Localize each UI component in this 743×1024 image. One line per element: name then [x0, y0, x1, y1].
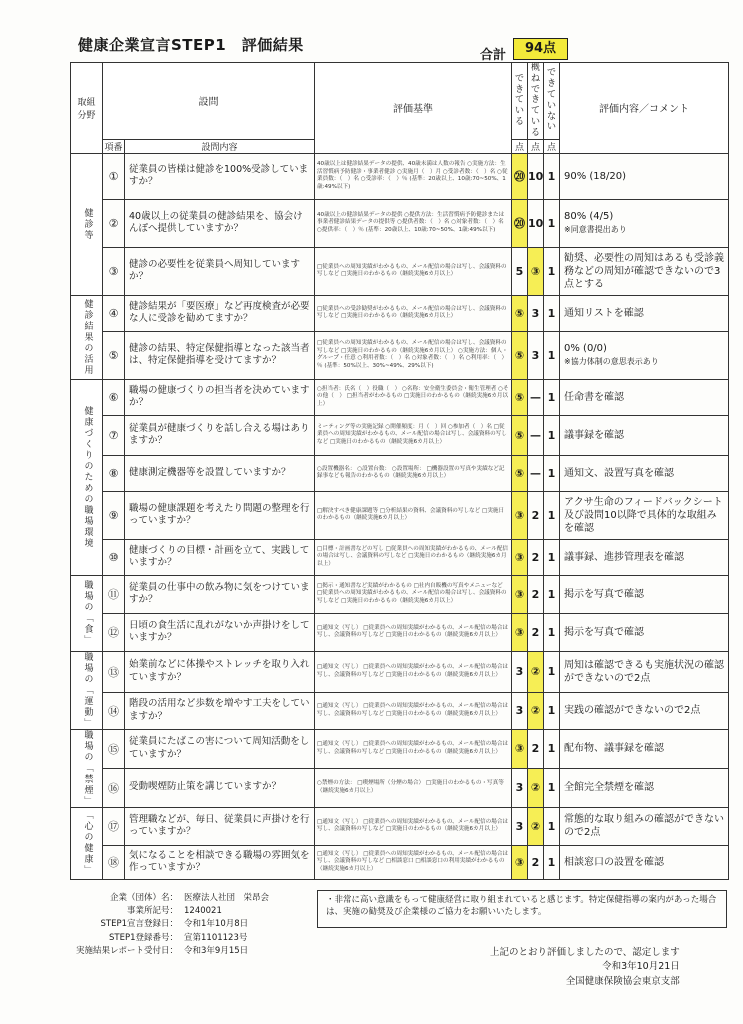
criteria-text: □解決すべき健康課題等 □分析結果の資料、会議資料の写しなど □実施日のわかるもの（継続実施6カ月以上） [315, 491, 512, 539]
table-row [71, 199, 729, 247]
header-pt: 点 [544, 139, 560, 153]
comment-text: 90% (18/20) [564, 170, 627, 182]
question-text: 従業員の仕事中の飲み物に気をつけていますか？ [125, 575, 315, 613]
table-row [71, 807, 729, 845]
score-s5: ③ [512, 613, 528, 651]
table-row [71, 379, 729, 415]
criteria-text: □通知文（写し） □従業員への周知実績がわかるもの、メール配信の場合は写し、会議資料の写しなど □実施日のわかるもの（継続実施6カ月以上） [315, 807, 512, 845]
score-s3: ② [528, 807, 544, 845]
score-s1: 1 [544, 295, 560, 331]
criteria-text: □通知文（写し） □従業員への周知実績がわかるもの、メール配信の場合は写し、会議資料の写しなど □相談窓口 □相談窓口の利用実績がわかるもの（継続実施6カ月以上） [315, 845, 512, 879]
score-s3: — [528, 379, 544, 415]
comment-text: 全館完全禁煙を確認 [564, 782, 654, 794]
comment-text: 周知は確認できるも実施状況の確認ができないので2点 [564, 659, 724, 684]
item-number: ⑯ [103, 768, 125, 807]
item-number: ⑬ [103, 651, 125, 692]
score-s3: 10 [528, 153, 544, 199]
score-s5: ⑤ [512, 331, 528, 379]
score-s1: 1 [544, 575, 560, 613]
company-info-value: 令和1年10月8日 [184, 919, 249, 930]
company-info-label: 企業（団体）名： [109, 893, 178, 903]
question-text: 40歳以上の従業員の健診結果を、協会けんぽへ提供していますか？ [125, 199, 315, 247]
score-s1: 1 [544, 768, 560, 807]
score-s5: ⑤ [512, 379, 528, 415]
table-row [71, 295, 729, 331]
page-title: 健康企業宣言STEP1 評価結果 [78, 36, 304, 54]
header-s1: できて いない [544, 63, 560, 140]
header-item-no: 項番 [103, 139, 125, 153]
company-info-row [70, 918, 269, 931]
score-s5: ③ [512, 845, 528, 879]
comment-text: 勧奨、必要性の周知はあるも受診義務などの周知が確認できないので3点とする [564, 252, 724, 290]
header-comment: 評価内容／コメント [560, 63, 729, 154]
category-cell: 職場の「運動」 [71, 651, 103, 729]
score-s3: ② [528, 651, 544, 692]
item-number: ⑨ [103, 491, 125, 539]
item-number: ⑰ [103, 807, 125, 845]
company-info-value: 1240021 [184, 906, 222, 917]
comment-text: 議事録を確認 [564, 429, 624, 441]
question-text: 始業前などに体操やストレッチを取り入れていますか？ [125, 651, 315, 692]
item-number: ⑧ [103, 455, 125, 491]
score-s1: 1 [544, 491, 560, 539]
item-number: ③ [103, 247, 125, 295]
table-row [71, 491, 729, 539]
total-label: 合計 [480, 48, 507, 63]
score-s5: ③ [512, 539, 528, 575]
closing-block [490, 946, 680, 989]
comment-cell [560, 295, 729, 331]
comment-text: アクサ生命のフィードバックシート及び設問10以降で具体的な取組みを確認 [564, 496, 723, 534]
notice-box: ・非常に高い意識をもって健康経営に取り組まれていると感じます。特定保健指導の案内があった場合は、実施の勧奨及び企業様のご協力をお願いいたします。 [317, 890, 727, 928]
category-cell: 職場の「食」 [71, 575, 103, 651]
score-s3: 2 [528, 575, 544, 613]
score-s5: ⑤ [512, 415, 528, 455]
comment-cell [560, 807, 729, 845]
criteria-text: □従業員への受診勧奨がわかるもの、メール配信の場合は写し、会議資料の写しなど □実施日のわかるもの（継続実施6カ月以上） [315, 295, 512, 331]
comment-cell [560, 539, 729, 575]
category-cell: 職場の「禁煙」 [71, 729, 103, 807]
score-s5: 3 [512, 651, 528, 692]
item-number: ⑮ [103, 729, 125, 768]
score-s1: 1 [544, 379, 560, 415]
company-info-value: 令和3年9月15日 [184, 945, 249, 956]
table-row [71, 575, 729, 613]
comment-text: 掲示を写真で確認 [564, 626, 644, 638]
question-text: 受動喫煙防止策を講じていますか？ [125, 768, 315, 807]
question-text: 健康測定機器等を設置していますか？ [125, 455, 315, 491]
score-s5: ⑳ [512, 153, 528, 199]
item-number: ⑭ [103, 692, 125, 729]
company-info-label: 事業所記号： [126, 906, 178, 917]
question-text: 従業員が健康づくりを話し合える場はありますか？ [125, 415, 315, 455]
comment-text: 通知文、設置写真を確認 [564, 467, 674, 479]
comment-text: 任命書を確認 [564, 391, 624, 403]
header-question-content: 設問内容 [125, 139, 315, 153]
header-category: 取組 分野 [71, 63, 103, 154]
table-row [71, 845, 729, 879]
score-s5: ⑤ [512, 455, 528, 491]
table-row [71, 729, 729, 768]
closing-statement: 上記のとおり評価しましたので、認定します [490, 947, 680, 958]
criteria-text: □通知文（写し） □従業員への周知実績がわかるもの、メール配信の場合は写し、会議資料の写しなど □実施日のわかるもの（継続実施6カ月以上） [315, 651, 512, 692]
score-s5: ③ [512, 729, 528, 768]
score-s5: 3 [512, 692, 528, 729]
score-s3: 2 [528, 613, 544, 651]
table-row [71, 247, 729, 295]
score-s5: 3 [512, 768, 528, 807]
comment-cell [560, 415, 729, 455]
item-number: ⑪ [103, 575, 125, 613]
score-s1: 1 [544, 153, 560, 199]
table-row [71, 539, 729, 575]
comment-text: 議事録、進捗管理表を確認 [564, 551, 684, 563]
header-s3: 概ね できて いる [528, 63, 544, 140]
company-info-row [70, 892, 269, 905]
comment-cell [560, 379, 729, 415]
comment-note: ※同意書提出あり [564, 225, 627, 235]
score-s3: ② [528, 692, 544, 729]
criteria-text: □通知文（写し） □従業員への周知実績がわかるもの、メール配信の場合は写し、会議資料の写しなど □実施日のわかるもの（継続実施6カ月以上） [315, 613, 512, 651]
company-info-row [70, 905, 269, 918]
comment-text: 配布物、議事録を確認 [564, 743, 664, 755]
table-row [71, 613, 729, 651]
total-score: 94点 [513, 38, 568, 60]
comment-cell [560, 845, 729, 879]
header-question: 設問 [103, 63, 315, 140]
comment-cell [560, 153, 729, 199]
comment-cell [560, 692, 729, 729]
company-info-row [70, 932, 269, 945]
item-number: ⑤ [103, 331, 125, 379]
criteria-text: ミーティング等の実施記録 ○開催頻度：月（ ）回 ○参加者（ ）名 □従業員への周知実績がわかるもの、メール配信の場合は写し、会議資料の写しなど □実施日のわかるもの（継続実施6カ月以上） [315, 415, 512, 455]
score-s5: 3 [512, 807, 528, 845]
item-number: ⑱ [103, 845, 125, 879]
score-s1: 1 [544, 692, 560, 729]
table-row [71, 331, 729, 379]
table-row [71, 692, 729, 729]
score-s1: 1 [544, 247, 560, 295]
score-s1: 1 [544, 807, 560, 845]
table-row [71, 455, 729, 491]
question-text: 気になることを相談できる職場の雰囲気を作っていますか？ [125, 845, 315, 879]
comment-note: ※協力体制の意思表示あり [564, 357, 659, 367]
criteria-text: □通知文（写し） □従業員への周知実績がわかるもの、メール配信の場合は写し、会議資料の写しなど □実施日のわかるもの（継続実施6カ月以上） [315, 729, 512, 768]
criteria-text: □従業員への周知実績がわかるもの、メール配信の場合は写し、会議資料の写しなど □実施日のわかるもの（継続実施6カ月以上） [315, 247, 512, 295]
header-s5: できて いる [512, 63, 528, 140]
score-s3: 3 [528, 331, 544, 379]
comment-cell [560, 575, 729, 613]
item-number: ⑥ [103, 379, 125, 415]
company-info-label: STEP1登録番号： [109, 932, 178, 943]
question-text: 管理職などが、毎日、従業員に声掛けを行っていますか？ [125, 807, 315, 845]
closing-date: 令和3年10月21日 [602, 961, 680, 973]
table-row [71, 768, 729, 807]
company-info-label: STEP1宣言登録日： [100, 919, 178, 930]
company-info-row [70, 945, 269, 958]
question-text: 日頃の食生活に乱れがないか声掛けをしていますか？ [125, 613, 315, 651]
question-text: 従業員にたばこの害について周知活動をしていますか？ [125, 729, 315, 768]
evaluation-table [70, 62, 729, 880]
score-s3: 2 [528, 491, 544, 539]
comment-text: 0% (0/0) [564, 343, 607, 355]
comment-cell [560, 768, 729, 807]
header-pt: 点 [512, 139, 528, 153]
question-text: 健診の結果、特定保健指導となった該当者は、特定保健指導を受けてますか？ [125, 331, 315, 379]
item-number: ① [103, 153, 125, 199]
header-pt: 点 [528, 139, 544, 153]
score-s5: ③ [512, 491, 528, 539]
comment-cell [560, 729, 729, 768]
score-s1: 1 [544, 539, 560, 575]
comment-cell [560, 491, 729, 539]
question-text: 従業員の皆様は健診を100%受診していますか？ [125, 153, 315, 199]
comment-text: 通知リストを確認 [564, 307, 644, 319]
score-s1: 1 [544, 455, 560, 491]
score-s5: ⑳ [512, 199, 528, 247]
criteria-text: □従業員への周知実績がわかるもの、メール配信の場合は写し、会議資料の写しなど □実施日のわかるもの（継続実施6カ月以上） ○実施方法：個人・グループ・任意 ○利用者数：（ ）名 ○対象者数：（ ）名 ○利用率：（ ）％ (基準：50%以上、30%~49%、29%以下) [315, 331, 512, 379]
item-number: ⑦ [103, 415, 125, 455]
score-s3: 2 [528, 845, 544, 879]
header-criteria: 評価基準 [315, 63, 512, 154]
criteria-text: 40歳以上は健診結果データの提供、40歳未満は人数の報告 ○実施方法：生活習慣病予防健診・事業者健診 ○実施月（ ）月 ○受診者数：（ ）名 ○従業員数：（ ）名 ○受診率：（ ）％ (基準：20歳以上、10歳:70~50%、1歳:49%以下) [315, 153, 512, 199]
score-s5: 5 [512, 247, 528, 295]
company-info [70, 892, 269, 958]
comment-text: 実践の確認ができないので2点 [564, 705, 701, 717]
table-row [71, 415, 729, 455]
comment-cell [560, 651, 729, 692]
item-number: ⑩ [103, 539, 125, 575]
criteria-text: □通知文（写し） □従業員への周知実績がわかるもの、メール配信の場合は写し、会議資料の写しなど □実施日のわかるもの（継続実施6カ月以上） [315, 692, 512, 729]
comment-text: 常態的な取り組みの確認ができないので2点 [564, 814, 724, 839]
comment-cell [560, 331, 729, 379]
score-s1: 1 [544, 331, 560, 379]
category-cell: 健診結果の活用 [71, 295, 103, 379]
score-s1: 1 [544, 613, 560, 651]
comment-text: 掲示を写真で確認 [564, 588, 644, 600]
comment-text: 80% (4/5) [564, 211, 614, 223]
score-s1: 1 [544, 845, 560, 879]
question-text: 健診結果が「要医療」など再度検査が必要な人に受診を勧めてますか？ [125, 295, 315, 331]
question-text: 階段の活用など歩数を増やす工夫をしていますか？ [125, 692, 315, 729]
criteria-text: ○設置機器名： ○設置台数： ○設置場所： □機器設置の写真や実績など記録事なども報告のわかるもの（継続実施6カ月以上） [315, 455, 512, 491]
score-s1: 1 [544, 729, 560, 768]
category-cell: 健診等 [71, 153, 103, 295]
criteria-text: □掲示・通知書など実績がわかるもの □社内自販機の写真やメニューなど □従業員への周知実績がわかるもの、メール配信の場合は写し、会議資料の写しなど □実施日のわかるもの（継続実施6カ月以上） [315, 575, 512, 613]
criteria-text: □目標・計画書などの写し □従業員への周知実績がわかるもの、メール配信の場合は写し、会議資料の写しなど □実施日のわかるもの（継続実施6カ月以上） [315, 539, 512, 575]
score-s3: 2 [528, 729, 544, 768]
question-text: 職場の健康づくりの担当者を決めていますか？ [125, 379, 315, 415]
criteria-text: ○禁煙の方法： □喫煙場所（分煙の場合） □実施日のわかるもの・写真等（継続実施6カ月以上） [315, 768, 512, 807]
item-number: ④ [103, 295, 125, 331]
company-info-label: 実施結果レポート受付日： [75, 945, 178, 956]
comment-cell [560, 247, 729, 295]
criteria-text: 40歳以上の健診結果データの提供 ○提供方法：生活習慣病予防健診または事業者健診結果データの提供等 ○提供者数：（ ）名 ○対象者数：（ ）名 ○提供率：（ ）％ (基準：20歳以上、10歳:70~50%、1歳:49%以下) [315, 199, 512, 247]
comment-text: 相談窓口の設置を確認 [564, 856, 664, 868]
score-s3: — [528, 455, 544, 491]
question-text: 健診の必要性を従業員へ周知していますか？ [125, 247, 315, 295]
comment-cell [560, 613, 729, 651]
score-s3: 2 [528, 539, 544, 575]
company-info-value: 医療法人社団 栄昂会 [184, 893, 270, 903]
score-s3: ② [528, 768, 544, 807]
table-row [71, 153, 729, 199]
score-s3: — [528, 415, 544, 455]
table-row [71, 651, 729, 692]
score-s3: 10 [528, 199, 544, 247]
score-s1: 1 [544, 651, 560, 692]
item-number: ② [103, 199, 125, 247]
criteria-text: ○担当者：氏名（ ）役職（ ） ○名称：安全衛生委員会・衛生管理者 ○その他（ ） □担当者がわかるもの □実施日のわかるもの（継続実施6カ月以上） [315, 379, 512, 415]
score-s3: ③ [528, 247, 544, 295]
comment-cell [560, 455, 729, 491]
comment-cell [560, 199, 729, 247]
score-s3: 3 [528, 295, 544, 331]
question-text: 健康づくりの目標・計画を立て、実践していますか？ [125, 539, 315, 575]
category-cell: 健康づくりのための職場環境 [71, 379, 103, 575]
score-s1: 1 [544, 415, 560, 455]
question-text: 職場の健康課題を考えたり問題の整理を行っていますか？ [125, 491, 315, 539]
item-number: ⑫ [103, 613, 125, 651]
score-s5: ③ [512, 575, 528, 613]
closing-org: 全国健康保険協会東京支部 [565, 975, 680, 987]
company-info-value: 宣第1101123号 [184, 932, 248, 943]
category-cell: 「心の健康」 [71, 807, 103, 879]
score-s5: ⑤ [512, 295, 528, 331]
score-s1: 1 [544, 199, 560, 247]
